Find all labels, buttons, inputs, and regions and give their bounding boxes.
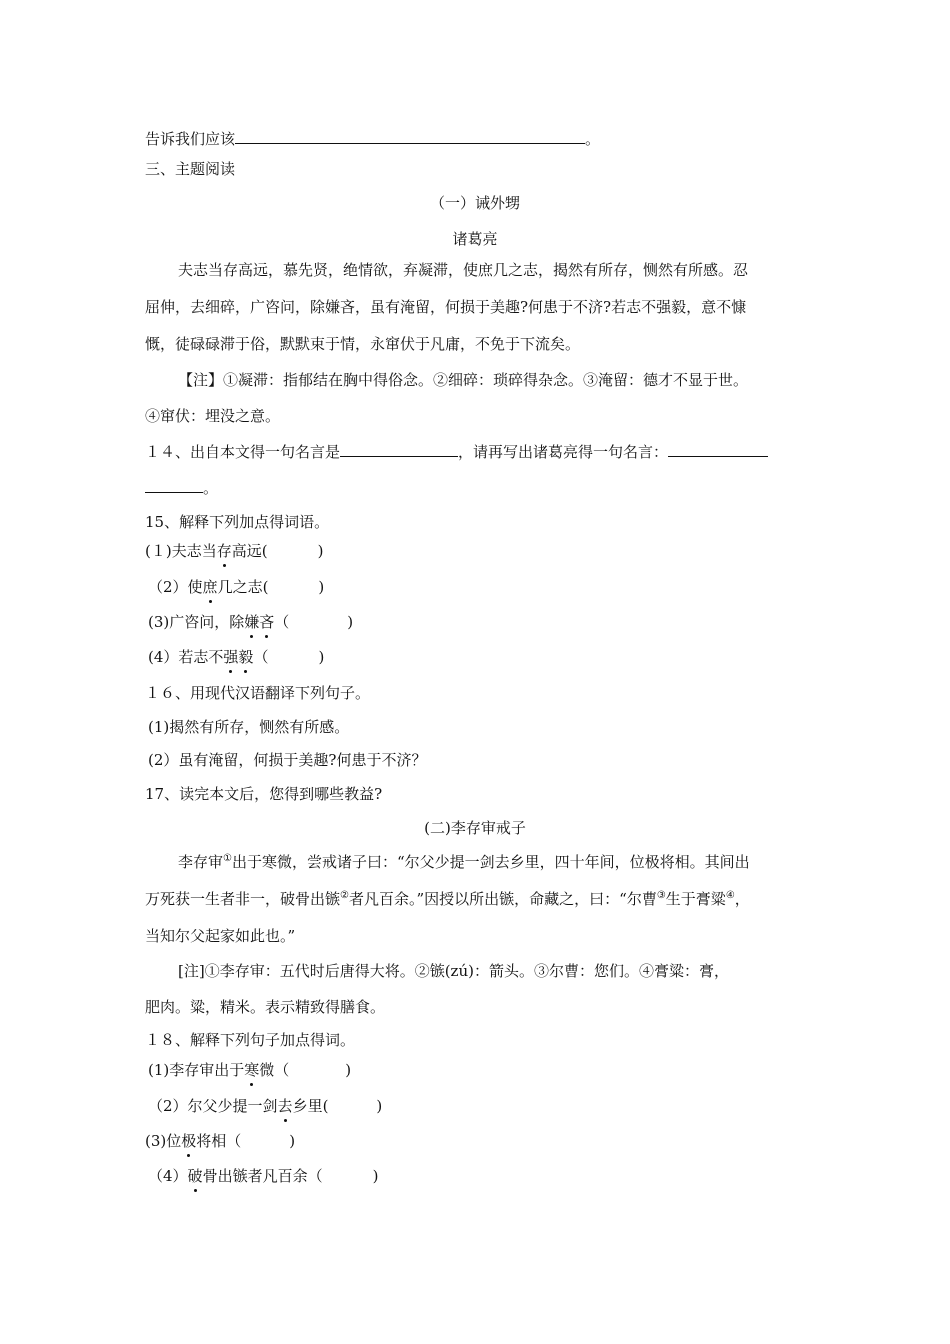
q18-i3-post: 将相（	[196, 1132, 242, 1150]
q18-i2-pre: （2）尔父少提一剑	[148, 1097, 278, 1115]
passage2-note-2: 肥肉。粱，精米。表示精致得膳食。	[145, 998, 386, 1016]
intro-prefix: 告诉我们应该	[145, 130, 236, 148]
q15-i4-close: )	[318, 648, 325, 666]
q15-i3-post: （	[274, 613, 290, 631]
dotted-char: 破	[187, 1167, 203, 1185]
q15-i4-post: （	[253, 648, 269, 666]
passage1-line-3: 慨，徒碌碌滞于俗，默默束于情，永窜伏于凡庸，不免于下流矣。	[145, 335, 581, 353]
passage2-line-3: 当知尔父起家如此也。”	[145, 927, 296, 945]
q14-end: 。	[203, 479, 219, 497]
passage2-note-1: [注]①李存审：五代时后唐得大将。②镞(zú)：箭头。③尔曹：您们。④膏粱：膏，	[178, 962, 729, 980]
q18-item-3	[145, 1130, 295, 1152]
dotted-char: 毅	[238, 648, 254, 666]
q18-i1-post: 微（	[259, 1061, 290, 1079]
q14-blank-1[interactable]	[340, 440, 458, 457]
dotted-char: 寒	[244, 1061, 260, 1079]
dotted-char: 强	[223, 648, 239, 666]
p2-l1-a: 李存审	[178, 853, 224, 871]
section-heading: 三、主题阅读	[145, 160, 236, 178]
footnote-marker: ②	[340, 890, 349, 901]
passage2-line-2	[145, 888, 750, 910]
q18-i4-close: )	[372, 1167, 379, 1185]
dotted-char: 极	[181, 1132, 197, 1150]
passage1-line-2: 屈伸，去细碎，广咨问，除嫌吝，虽有淹留，何损于美趣?何患于不济?若志不强毅，意不慷	[145, 298, 747, 316]
intro-fill-line	[145, 127, 600, 149]
footnote-marker: ③	[656, 890, 666, 901]
q14-blank-3[interactable]	[145, 476, 203, 493]
q15-i4-pre: (4）若志不	[148, 648, 224, 666]
q15-i3-pre: (3)广咨问，除	[148, 613, 245, 631]
passage1-title: （一）诫外甥	[429, 194, 520, 212]
question-14	[145, 440, 768, 462]
q16-item-1: (1)揭然有所存，恻然有所感。	[148, 718, 350, 736]
passage1-author: 诸葛亮	[452, 230, 498, 248]
answer-blank[interactable]	[235, 127, 585, 144]
passage1-note-2: ④窜伏：埋没之意。	[145, 407, 281, 425]
passage2-line-1	[178, 851, 750, 873]
p2-l1-b: 出于寒微，尝戒诸子曰：“尔父少提一剑去乡里，四十年间，位极将相。其间出	[231, 853, 750, 871]
dotted-char: 去	[277, 1097, 293, 1115]
q18-i1-close: )	[345, 1061, 352, 1079]
q18-i3-pre: (3)位	[145, 1132, 182, 1150]
p2-l2-b: 者凡百余。”因授以所出镞，命藏之，曰：“尔曹	[348, 890, 657, 908]
q18-i4-pre: （4）	[148, 1167, 188, 1185]
q15-i1-post: 高远(	[231, 542, 268, 560]
q14-blank-2[interactable]	[668, 440, 768, 457]
dotted-char: 存	[216, 542, 232, 560]
dotted-char: 庶	[202, 578, 218, 596]
q18-i3-close: )	[289, 1132, 296, 1150]
q15-i1-pre: (１)夫志当	[145, 542, 217, 560]
q15-i2-post: 几之志(	[217, 578, 269, 596]
intro-suffix: 。	[585, 130, 601, 148]
q15-i1-close: )	[317, 542, 324, 560]
passage1-line-1: 夫志当存高远，慕先贤，绝情欲，弃凝滞，使庶几之志，揭然有所存，恻然有所感。忍	[178, 261, 749, 279]
q15-i2-close: )	[318, 578, 325, 596]
question-17: 17、读完本文后，您得到哪些教益?	[145, 785, 383, 803]
q18-i2-post: 乡里(	[292, 1097, 329, 1115]
question-14-cont	[145, 476, 218, 498]
q15-item-2	[148, 576, 324, 598]
q14-text-a: １４、出自本文得一句名言是	[145, 443, 341, 461]
q15-item-4	[148, 646, 324, 668]
p2-l2-a: 万死获一生者非一，破骨出镞	[145, 890, 341, 908]
dotted-char: 嫌	[244, 613, 260, 631]
q18-item-2	[148, 1095, 382, 1117]
q18-i2-close: )	[376, 1097, 383, 1115]
passage1-note-1: 【注】①凝滞：指郁结在胸中得俗念。②细碎：琐碎得杂念。③淹留：德才不显于世。	[178, 371, 749, 389]
q15-i3-close: )	[347, 613, 354, 631]
q18-i1-pre: (1)李存审出于	[148, 1061, 245, 1079]
q15-i2-pre: （2）使	[148, 578, 203, 596]
q14-text-b: ，请再写出诸葛亮得一句名言：	[458, 443, 669, 461]
q18-i4-post: 骨出镞者凡百余（	[202, 1167, 323, 1185]
question-18-title: １８、解释下列句子加点得词。	[145, 1031, 356, 1049]
footnote-marker: ④	[725, 890, 735, 901]
q18-item-1	[148, 1059, 351, 1081]
question-15-title: 15、解释下列加点得词语。	[145, 513, 330, 531]
q15-item-1	[145, 540, 323, 562]
q16-item-2: (2）虽有淹留，何损于美趣?何患于不济？	[148, 751, 427, 769]
dotted-char: 吝	[259, 613, 275, 631]
p2-l2-d: ，	[734, 890, 750, 908]
footnote-marker: ①	[223, 853, 232, 864]
question-16-title: １６、用现代汉语翻译下列句子。	[145, 684, 371, 702]
q15-item-3	[148, 611, 353, 633]
p2-l2-c: 生于膏粱	[665, 890, 726, 908]
q18-item-4	[148, 1165, 378, 1187]
passage2-title: (二)李存审戒子	[424, 819, 526, 837]
